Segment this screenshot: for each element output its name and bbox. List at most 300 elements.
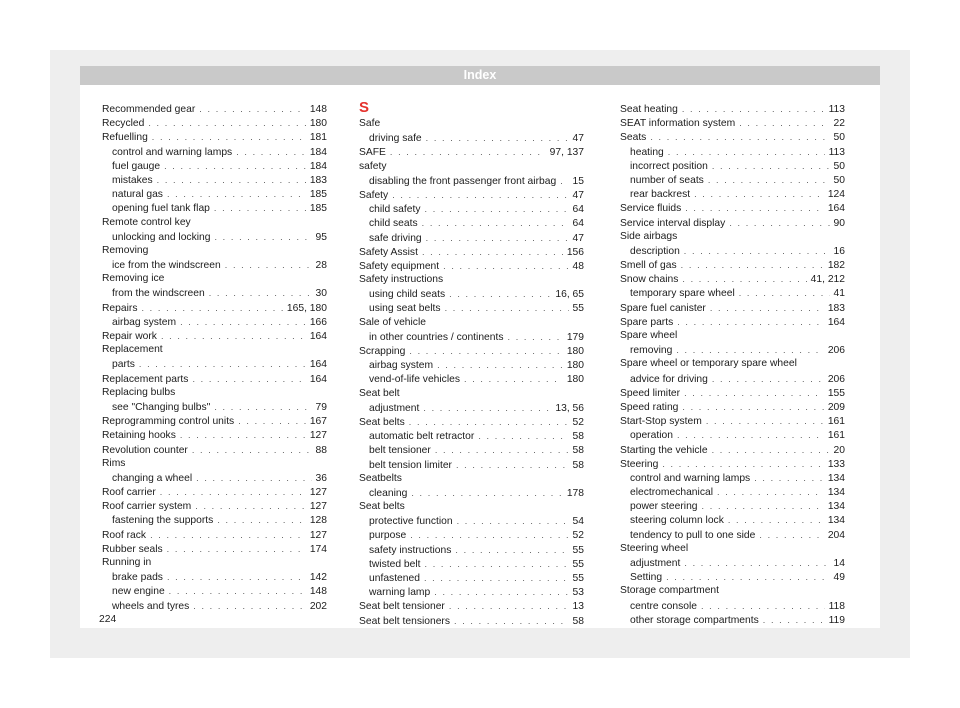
entry-term: description xyxy=(630,245,680,257)
dot-leader xyxy=(409,415,569,429)
entry-page-ref[interactable]: 118 xyxy=(828,600,845,612)
index-subentry xyxy=(102,513,327,527)
entry-term: Roof carrier system xyxy=(102,501,192,513)
dot-leader xyxy=(508,330,563,344)
entry-page-ref[interactable]: 127 xyxy=(309,501,327,513)
dot-leader xyxy=(708,173,830,187)
index-subentry xyxy=(102,599,327,613)
entry-page-ref[interactable]: 113 xyxy=(828,104,845,115)
entry-term: safe driving xyxy=(369,232,422,244)
index-entry xyxy=(102,443,327,457)
index-subentry xyxy=(359,571,584,585)
index-entry xyxy=(620,301,845,315)
index-entry xyxy=(359,316,584,330)
entry-page-ref[interactable]: 206 xyxy=(827,373,845,385)
entry-term: Safe xyxy=(359,118,381,129)
entry-term: Service interval display xyxy=(620,217,726,229)
index-entry xyxy=(359,500,584,514)
entry-term: warning lamp xyxy=(369,587,431,599)
entry-page-ref[interactable]: 22 xyxy=(833,118,845,130)
entry-page-ref[interactable]: 166 xyxy=(309,316,327,328)
entry-term: twisted belt xyxy=(369,558,421,570)
entry-term: Replacing bulbs xyxy=(102,386,176,398)
entry-page-ref[interactable]: 53 xyxy=(572,587,584,599)
entry-page-ref[interactable]: 180 xyxy=(566,374,584,386)
entry-page-ref[interactable]: 79 xyxy=(315,401,327,413)
entry-page-ref[interactable]: 134 xyxy=(827,501,845,513)
entry-page-ref[interactable]: 181 xyxy=(309,132,327,144)
dot-leader xyxy=(443,259,568,273)
entry-term: steering column lock xyxy=(630,515,724,527)
entry-page-ref[interactable]: 155 xyxy=(827,387,845,399)
entry-term: Safety instructions xyxy=(359,274,444,286)
dot-leader xyxy=(684,386,824,400)
index-subentry xyxy=(620,372,845,386)
entry-term: purpose xyxy=(369,530,407,542)
entry-page-ref[interactable]: 179 xyxy=(566,331,584,343)
entry-term: control and warning lamps xyxy=(112,146,233,158)
index-entry xyxy=(620,116,845,130)
dot-leader xyxy=(682,102,825,116)
page-title: Index xyxy=(80,66,880,85)
index-entry xyxy=(359,273,584,287)
entry-page-ref[interactable]: 134 xyxy=(827,515,845,527)
index-entry xyxy=(102,216,327,230)
entry-page-ref[interactable]: 182 xyxy=(827,260,845,272)
index-subentry xyxy=(620,499,845,513)
dot-leader xyxy=(411,486,562,500)
entry-term: from the windscreen xyxy=(112,288,205,300)
dot-leader xyxy=(161,329,306,343)
dot-leader xyxy=(410,528,568,542)
entry-term: power steering xyxy=(630,501,698,513)
entry-term: tendency to pull to one side xyxy=(630,529,756,541)
entry-page-ref[interactable]: 58 xyxy=(572,615,584,627)
entry-term: advice for driving xyxy=(630,373,708,385)
entry-page-ref[interactable]: 127 xyxy=(309,487,327,499)
index-entry xyxy=(620,201,845,215)
dot-leader xyxy=(464,372,563,386)
entry-term: removing xyxy=(630,345,673,357)
dot-leader xyxy=(214,230,311,244)
entry-page-ref[interactable]: 178 xyxy=(566,487,584,499)
dot-leader xyxy=(164,159,306,173)
dot-leader xyxy=(390,145,546,159)
index-entry xyxy=(102,528,327,542)
entry-page-ref[interactable]: 161 xyxy=(827,430,845,442)
entry-page-ref[interactable]: 58 xyxy=(572,445,584,457)
index-subentry xyxy=(102,471,327,485)
index-entry xyxy=(620,400,845,414)
entry-page-ref[interactable]: 48 xyxy=(572,260,584,272)
entry-term: Spare wheel or temporary spare wheel xyxy=(620,358,797,370)
index-entry xyxy=(620,230,845,244)
entry-page-ref[interactable]: 164 xyxy=(827,203,845,215)
dot-leader xyxy=(422,245,563,259)
index-column-1 xyxy=(102,102,327,613)
dot-leader xyxy=(193,599,306,613)
dot-leader xyxy=(677,315,824,329)
entry-page-ref[interactable]: 209 xyxy=(827,401,845,413)
index-column-2 xyxy=(359,99,584,628)
index-subentry xyxy=(102,201,327,215)
entry-page-ref[interactable]: 20 xyxy=(833,444,845,456)
dot-leader xyxy=(167,570,306,584)
dot-leader xyxy=(449,287,551,301)
entry-term: Seat belt xyxy=(359,387,400,399)
index-subentry xyxy=(359,401,584,415)
index-entry xyxy=(359,245,584,259)
entry-page-ref[interactable]: 16, 65 xyxy=(555,289,584,301)
entry-term: wheels and tyres xyxy=(112,600,190,612)
entry-term: Seats xyxy=(620,132,647,144)
index-subentry xyxy=(620,343,845,357)
entry-page-ref[interactable]: 134 xyxy=(827,487,845,499)
entry-page-ref[interactable]: 55 xyxy=(572,303,584,315)
index-entry xyxy=(620,258,845,272)
dot-leader xyxy=(214,201,306,215)
index-entry xyxy=(620,315,845,329)
index-subentry xyxy=(102,400,327,414)
entry-page-ref[interactable]: 113 xyxy=(828,146,845,158)
dot-leader xyxy=(457,514,569,528)
index-subentry xyxy=(102,286,327,300)
index-subentry xyxy=(102,258,327,272)
index-subentry xyxy=(359,301,584,315)
index-entry xyxy=(102,542,327,556)
index-entry xyxy=(620,329,845,343)
entry-page-ref[interactable]: 14 xyxy=(833,558,845,569)
entry-page-ref[interactable]: 47 xyxy=(572,189,584,201)
dot-leader xyxy=(217,513,305,527)
entry-term: Remote control key xyxy=(102,216,191,228)
index-subentry xyxy=(620,485,845,499)
entry-page-ref[interactable]: 13 xyxy=(572,601,584,613)
entry-term: vend-of-life vehicles xyxy=(369,374,460,386)
index-subentry xyxy=(359,429,584,443)
entry-term: Rubber seals xyxy=(102,543,163,555)
entry-term: brake pads xyxy=(112,572,163,584)
entry-page-ref[interactable]: 174 xyxy=(309,543,327,555)
entry-term: Spare fuel canister xyxy=(620,302,706,314)
dot-leader xyxy=(717,485,824,499)
entry-page-ref[interactable]: 185 xyxy=(309,189,327,201)
entry-page-ref[interactable]: 13, 56 xyxy=(555,402,584,414)
dot-leader xyxy=(650,130,829,144)
entry-term: temporary spare wheel xyxy=(630,288,735,300)
dot-leader xyxy=(682,272,806,286)
dot-leader xyxy=(409,344,562,358)
entry-page-ref[interactable]: 88 xyxy=(315,444,327,456)
dot-leader xyxy=(706,414,824,428)
dot-leader xyxy=(763,613,825,627)
entry-page-ref[interactable]: 164 xyxy=(827,316,845,328)
index-entry xyxy=(359,188,584,202)
dot-leader xyxy=(666,570,829,584)
entry-term: in other countries / continents xyxy=(369,331,504,343)
index-subentry xyxy=(620,528,845,542)
entry-term: Recycled xyxy=(102,118,145,130)
entry-page-ref[interactable]: 156 xyxy=(566,246,584,258)
index-subentry xyxy=(359,287,584,301)
entry-page-ref[interactable]: 55 xyxy=(572,544,584,556)
entry-page-ref[interactable]: 55 xyxy=(572,573,584,584)
entry-page-ref[interactable]: 58 xyxy=(572,459,584,471)
dot-leader xyxy=(435,443,569,457)
entry-term: Retaining hooks xyxy=(102,430,176,442)
entry-term: Seat belts xyxy=(359,416,405,428)
index-subentry xyxy=(620,159,845,173)
dot-leader xyxy=(152,130,306,144)
entry-term: Refuelling xyxy=(102,132,148,144)
index-subentry xyxy=(359,585,584,599)
index-subentry xyxy=(102,145,327,159)
index-subentry xyxy=(102,570,327,584)
entry-term: adjustment xyxy=(630,558,681,569)
entry-page-ref[interactable]: 52 xyxy=(572,530,584,542)
dot-leader xyxy=(139,357,306,371)
index-entry xyxy=(102,499,327,513)
index-subentry xyxy=(102,230,327,244)
dot-leader xyxy=(160,485,306,499)
index-entry xyxy=(620,386,845,400)
entry-page-ref[interactable]: 183 xyxy=(827,302,845,314)
dot-leader xyxy=(454,614,569,628)
entry-term: airbag system xyxy=(112,316,177,328)
index-subentry xyxy=(359,330,584,344)
entry-page-ref[interactable]: 28 xyxy=(315,260,327,272)
dot-leader xyxy=(426,131,569,145)
index-subentry xyxy=(359,231,584,245)
entry-page-ref[interactable]: 183 xyxy=(309,174,327,186)
index-entry xyxy=(359,599,584,613)
entry-page-ref[interactable]: 49 xyxy=(833,572,845,584)
dot-leader xyxy=(449,599,569,613)
index-subentry xyxy=(359,216,584,230)
entry-page-ref[interactable]: 167 xyxy=(309,416,327,428)
entry-term: using seat belts xyxy=(369,303,441,315)
entry-term: driving safe xyxy=(369,133,422,145)
entry-term: Revolution counter xyxy=(102,444,188,456)
dot-leader xyxy=(424,571,569,585)
entry-page-ref[interactable]: 36 xyxy=(315,472,327,484)
entry-term: electromechanical xyxy=(630,487,713,499)
dot-leader xyxy=(455,543,568,557)
index-entry xyxy=(359,614,584,628)
index-column-3 xyxy=(620,102,845,627)
entry-term: Seat heating xyxy=(620,104,678,115)
entry-term: natural gas xyxy=(112,189,163,201)
entry-page-ref[interactable]: 148 xyxy=(309,586,327,598)
dot-leader xyxy=(195,499,306,513)
entry-term: Steering wheel xyxy=(620,542,689,554)
entry-page-ref[interactable]: 180 xyxy=(566,346,584,357)
entry-page-ref[interactable]: 185 xyxy=(309,203,327,215)
entry-page-ref[interactable]: 30 xyxy=(315,288,327,300)
entry-term: Roof carrier xyxy=(102,487,156,499)
entry-term: Running in xyxy=(102,557,152,568)
dot-leader xyxy=(148,116,305,130)
entry-page-ref[interactable]: 64 xyxy=(572,204,584,216)
entry-term: cleaning xyxy=(369,487,408,499)
entry-term: safety instructions xyxy=(369,544,452,556)
index-entry xyxy=(359,387,584,401)
entry-page-ref[interactable]: 164 xyxy=(309,373,327,385)
index-entry xyxy=(102,301,327,315)
entry-term: Speed limiter xyxy=(620,387,681,399)
entry-term: Start-Stop system xyxy=(620,416,702,428)
entry-page-ref[interactable]: 127 xyxy=(309,430,327,442)
section-letter: S xyxy=(359,99,370,116)
index-subentry xyxy=(620,428,845,442)
entry-page-ref[interactable]: 164 xyxy=(309,359,327,371)
index-subentry xyxy=(620,173,845,187)
entry-page-ref[interactable]: 54 xyxy=(572,516,584,528)
entry-page-ref[interactable]: 184 xyxy=(309,160,327,172)
entry-term: ice from the windscreen xyxy=(112,260,221,272)
entry-term: fuel gauge xyxy=(112,160,161,172)
index-entry xyxy=(620,102,845,116)
entry-page-ref[interactable]: 164 xyxy=(309,331,327,342)
index-subentry xyxy=(620,244,845,258)
index-entry xyxy=(102,272,327,286)
entry-term: SAFE xyxy=(359,147,386,159)
entry-term: automatic belt retractor xyxy=(369,431,475,443)
entry-page-ref[interactable]: 128 xyxy=(309,515,327,527)
entry-page-ref[interactable]: 41 xyxy=(833,288,845,300)
dot-leader xyxy=(214,400,311,414)
dot-leader xyxy=(712,372,824,386)
index-subentry xyxy=(102,584,327,598)
entry-page-ref[interactable]: 202 xyxy=(309,600,327,612)
entry-page-ref[interactable]: 161 xyxy=(827,416,845,428)
index-entry xyxy=(102,244,327,258)
entry-term: Sale of vehicle xyxy=(359,316,426,328)
entry-term: Scrapping xyxy=(359,346,406,357)
dot-leader xyxy=(422,216,569,230)
entry-term: see "Changing bulbs" xyxy=(112,401,211,413)
index-subentry xyxy=(620,513,845,527)
entry-term: Spare parts xyxy=(620,316,674,328)
entry-page-ref[interactable]: 184 xyxy=(309,146,327,158)
entry-page-ref[interactable]: 50 xyxy=(833,174,845,186)
dot-leader xyxy=(662,457,823,471)
entry-page-ref[interactable]: 52 xyxy=(572,416,584,428)
index-subentry xyxy=(620,556,845,570)
entry-page-ref[interactable]: 127 xyxy=(309,529,327,541)
entry-page-ref[interactable]: 95 xyxy=(315,231,327,243)
dot-leader xyxy=(701,599,825,613)
dot-leader xyxy=(425,202,569,216)
entry-page-ref[interactable]: 119 xyxy=(828,614,845,626)
entry-term: Replacement xyxy=(102,344,163,356)
entry-page-ref[interactable]: 41, 212 xyxy=(810,274,845,286)
entry-page-ref[interactable]: 133 xyxy=(827,458,845,470)
index-subentry xyxy=(359,372,584,386)
entry-term: safety xyxy=(359,160,387,172)
index-entry xyxy=(359,344,584,358)
entry-page-ref[interactable]: 50 xyxy=(833,160,845,172)
dot-leader xyxy=(199,102,306,116)
entry-page-ref[interactable]: 90 xyxy=(833,217,845,229)
entry-page-ref[interactable]: 16 xyxy=(833,245,845,257)
entry-page-ref[interactable]: 47 xyxy=(572,232,584,244)
dot-leader xyxy=(682,400,823,414)
entry-page-ref[interactable]: 124 xyxy=(827,189,845,201)
entry-page-ref[interactable]: 206 xyxy=(827,345,845,357)
entry-term: Service fluids xyxy=(620,203,682,215)
entry-term: Storage compartment xyxy=(620,585,720,597)
entry-page-ref[interactable]: 180 xyxy=(309,118,327,130)
entry-page-ref[interactable]: 97, 137 xyxy=(549,147,584,159)
entry-page-ref[interactable]: 15 xyxy=(572,175,584,187)
dot-leader xyxy=(668,145,825,159)
index-entry xyxy=(102,102,327,116)
dot-leader xyxy=(702,499,824,513)
dot-leader xyxy=(196,471,311,485)
entry-term: Starting the vehicle xyxy=(620,444,708,456)
entry-page-ref[interactable]: 58 xyxy=(572,431,584,443)
entry-term: Setting xyxy=(630,572,663,584)
dot-leader xyxy=(167,187,306,201)
dot-leader xyxy=(150,528,306,542)
entry-term: mistakes xyxy=(112,174,153,186)
dot-leader xyxy=(478,429,568,443)
index-subentry xyxy=(102,187,327,201)
dot-leader xyxy=(167,542,306,556)
index-subentry xyxy=(102,159,327,173)
index-subentry xyxy=(620,599,845,613)
index-entry xyxy=(359,160,584,174)
index-entry xyxy=(620,130,845,144)
entry-page-ref[interactable]: 55 xyxy=(572,558,584,570)
entry-term: centre console xyxy=(630,600,697,612)
index-entry xyxy=(620,443,845,457)
dot-leader xyxy=(209,286,312,300)
index-subentry xyxy=(620,613,845,627)
page-frame xyxy=(50,50,910,658)
index-entry xyxy=(620,584,845,598)
entry-page-ref[interactable]: 47 xyxy=(572,133,584,145)
dot-leader xyxy=(169,584,306,598)
entry-page-ref[interactable]: 204 xyxy=(827,529,845,541)
index-entry xyxy=(620,457,845,471)
dot-leader xyxy=(423,401,551,415)
dot-leader xyxy=(560,174,568,188)
dot-leader xyxy=(712,443,830,457)
index-entry xyxy=(620,542,845,556)
dot-leader xyxy=(694,187,824,201)
entry-term: Safety Assist xyxy=(359,246,418,258)
entry-page-ref[interactable]: 165, 180 xyxy=(286,302,327,314)
index-subentry xyxy=(620,286,845,300)
entry-page-ref[interactable]: 180 xyxy=(566,360,584,372)
entry-page-ref[interactable]: 148 xyxy=(309,104,327,115)
entry-term: parts xyxy=(112,359,135,371)
entry-term: adjustment xyxy=(369,402,420,414)
entry-term: Removing ice xyxy=(102,273,165,285)
dot-leader xyxy=(729,216,829,230)
entry-term: Recommended gear xyxy=(102,104,196,115)
dot-leader xyxy=(445,301,569,315)
entry-term: unlocking and locking xyxy=(112,231,211,243)
entry-page-ref[interactable]: 142 xyxy=(309,572,327,584)
entry-page-ref[interactable]: 64 xyxy=(572,218,584,230)
index-subentry xyxy=(359,486,584,500)
entry-page-ref[interactable]: 50 xyxy=(833,132,845,144)
dot-leader xyxy=(710,301,824,315)
entry-page-ref[interactable]: 134 xyxy=(827,472,845,484)
